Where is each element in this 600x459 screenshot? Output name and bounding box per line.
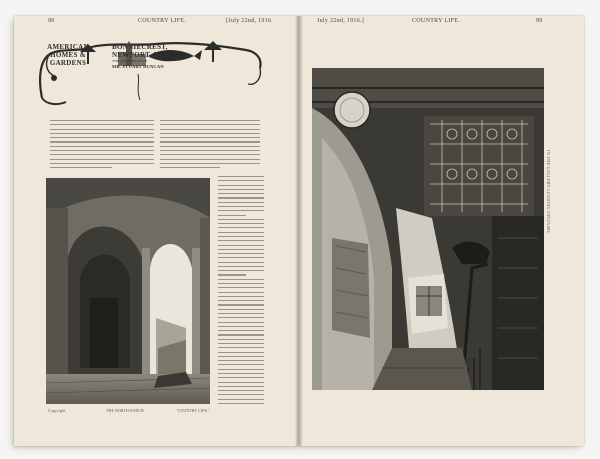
left-running-head: COUNTRY LIFE. xyxy=(138,18,187,24)
article-owner: MR. STUART DUNCAN xyxy=(112,64,164,69)
right-page-date: July 22nd, 1916.] xyxy=(317,18,365,24)
left-photo-credit: "COUNTRY LIFE." xyxy=(176,409,211,413)
left-page-number: 90 xyxy=(48,18,55,24)
gallery-photo xyxy=(312,68,544,390)
right-running-head: COUNTRY LIFE. xyxy=(412,18,461,24)
article-title-line2: NEWPORT, U.S.A., xyxy=(112,51,177,59)
right-photo-side-caption: IN THE GALLERY LEADING UPSTAIRS. xyxy=(546,150,551,235)
north-porch-photo xyxy=(46,178,210,404)
article-title xyxy=(112,43,222,69)
article-subtitle: THE RESIDENCE OF xyxy=(112,59,148,63)
article-title-line1: BONNIECREST, xyxy=(112,43,168,51)
page-gutter xyxy=(295,16,303,446)
body-text-column-1 xyxy=(50,120,154,172)
left-photo-copyright: Copyright. xyxy=(48,409,67,413)
left-page-date: [July 22nd, 1916. xyxy=(226,18,274,24)
body-text-column-2 xyxy=(160,120,260,172)
section-title: AMERICAN HOMES & GARDENS xyxy=(47,43,89,67)
body-text-column-3 xyxy=(218,176,264,404)
left-photo-caption: THE NORTH PORCH. xyxy=(106,409,145,413)
right-page-number: 99 xyxy=(536,18,543,24)
